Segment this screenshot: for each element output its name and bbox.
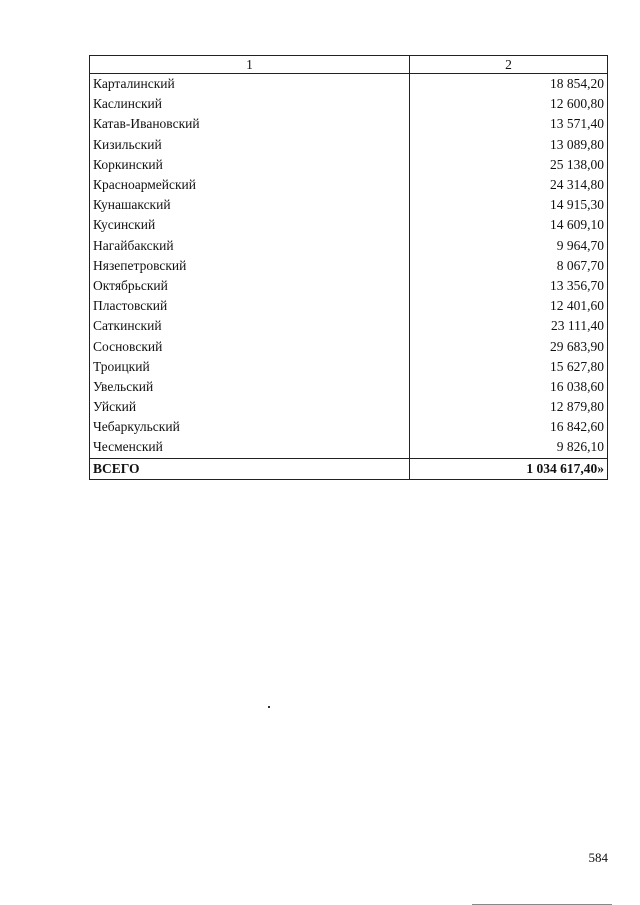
- district-name: Сосновский: [90, 336, 410, 356]
- district-value: 29 683,90: [410, 336, 608, 356]
- table-row: [90, 397, 608, 417]
- table-row: [90, 276, 608, 296]
- table-row: [90, 417, 608, 437]
- district-value: 15 627,80: [410, 357, 608, 377]
- district-value: 16 038,60: [410, 377, 608, 397]
- total-row: [90, 458, 608, 479]
- district-value: 13 571,40: [410, 114, 608, 134]
- table-row: [90, 195, 608, 215]
- district-value: 12 600,80: [410, 94, 608, 114]
- district-name: Нязепетровский: [90, 256, 410, 276]
- district-name: Нагайбакский: [90, 236, 410, 256]
- table-body: [90, 74, 608, 480]
- table-row: [90, 94, 608, 114]
- district-value: 16 842,60: [410, 417, 608, 437]
- column-header-1: 1: [90, 56, 410, 74]
- table-row: [90, 215, 608, 235]
- table-row: [90, 74, 608, 95]
- district-name: Саткинский: [90, 316, 410, 336]
- district-value: 12 879,80: [410, 397, 608, 417]
- district-value: 9 826,10: [410, 437, 608, 458]
- district-name: Карталинский: [90, 74, 410, 95]
- district-name: Кусинский: [90, 215, 410, 235]
- total-value: 1 034 617,40»: [410, 458, 608, 479]
- district-value: 8 067,70: [410, 256, 608, 276]
- budget-table: [89, 55, 608, 480]
- table-row: [90, 256, 608, 276]
- district-value: 24 314,80: [410, 175, 608, 195]
- district-name: Увельский: [90, 377, 410, 397]
- table-row: [90, 175, 608, 195]
- district-name: Кизильский: [90, 135, 410, 155]
- table-row: [90, 437, 608, 458]
- scan-speck: [268, 706, 270, 708]
- district-name: Уйский: [90, 397, 410, 417]
- district-name: Чебаркульский: [90, 417, 410, 437]
- table-header-row: [90, 56, 608, 74]
- district-value: 25 138,00: [410, 155, 608, 175]
- district-name: Чесменский: [90, 437, 410, 458]
- district-name: Октябрьский: [90, 276, 410, 296]
- table-row: [90, 336, 608, 356]
- district-value: 13 089,80: [410, 135, 608, 155]
- district-name: Пластовский: [90, 296, 410, 316]
- table-row: [90, 357, 608, 377]
- column-header-2: 2: [410, 56, 608, 74]
- table-row: [90, 155, 608, 175]
- district-value: 13 356,70: [410, 276, 608, 296]
- table-row: [90, 316, 608, 336]
- page-number: 584: [588, 850, 608, 865]
- district-name: Катав-Ивановский: [90, 114, 410, 134]
- table-row: [90, 114, 608, 134]
- district-name: Троицкий: [90, 357, 410, 377]
- district-value: 12 401,60: [410, 296, 608, 316]
- district-value: 14 915,30: [410, 195, 608, 215]
- table-row: [90, 377, 608, 397]
- district-value: 9 964,70: [410, 236, 608, 256]
- table-row: [90, 236, 608, 256]
- district-value: 18 854,20: [410, 74, 608, 95]
- district-name: Коркинский: [90, 155, 410, 175]
- district-value: 23 111,40: [410, 316, 608, 336]
- district-name: Кунашакский: [90, 195, 410, 215]
- table-row: [90, 135, 608, 155]
- total-label: ВСЕГО: [90, 458, 410, 479]
- table-row: [90, 296, 608, 316]
- district-name: Каслинский: [90, 94, 410, 114]
- district-value: 14 609,10: [410, 215, 608, 235]
- district-name: Красноармейский: [90, 175, 410, 195]
